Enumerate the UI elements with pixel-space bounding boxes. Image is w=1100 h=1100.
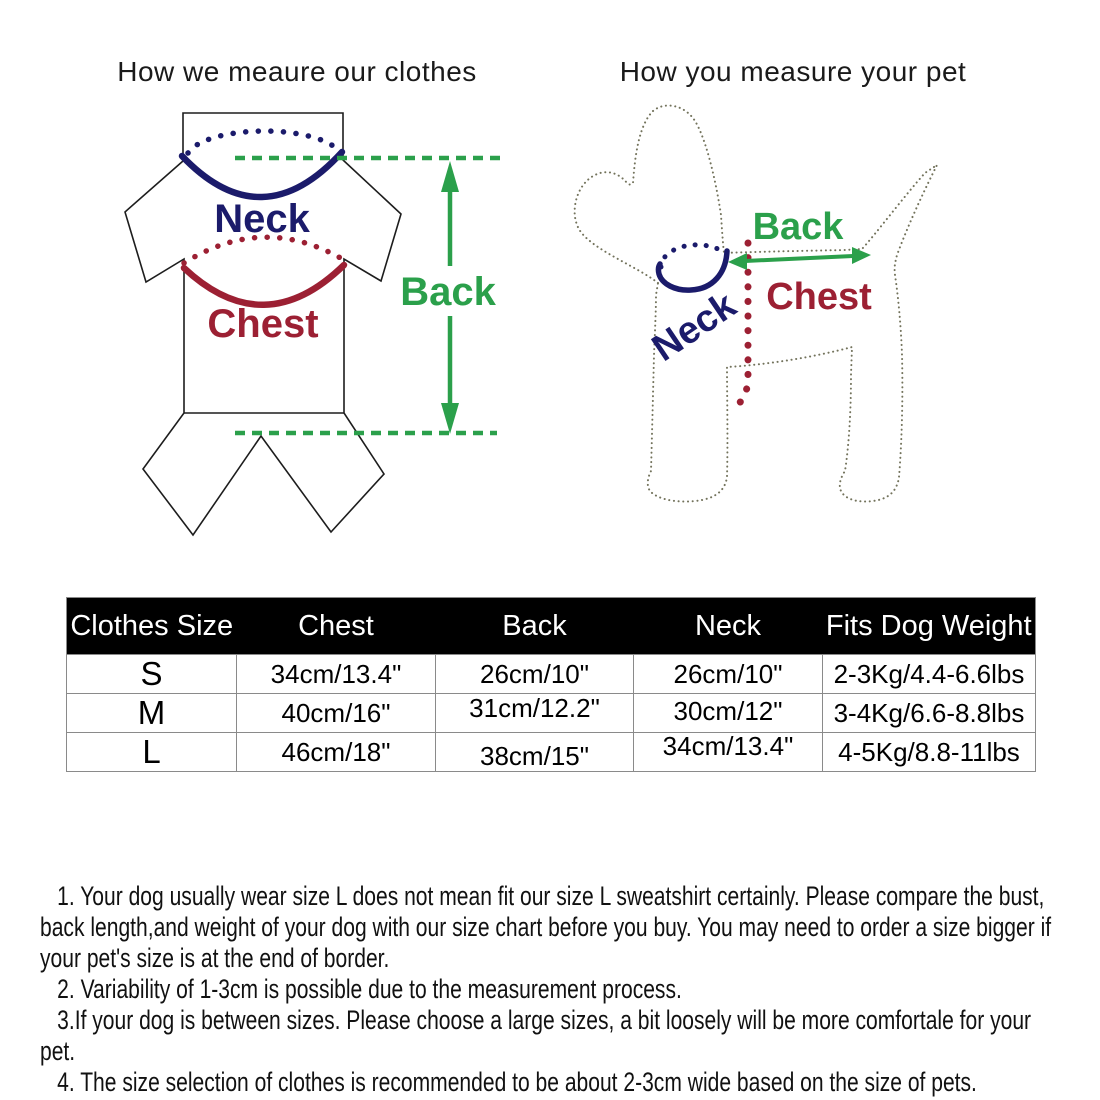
table-cell: 4-5Kg/8.8-11lbs	[823, 733, 1036, 772]
back-arrow-up-head	[441, 161, 459, 192]
table-cell: 31cm/12.2"	[436, 694, 634, 733]
table-cell: 26cm/10"	[436, 655, 634, 694]
dog-neck-dotted-arc	[661, 245, 725, 267]
table-header-cell: Clothes Size	[67, 598, 237, 655]
chest-label: Chest	[207, 302, 319, 346]
table-cell: 30cm/12"	[634, 694, 823, 733]
notes	[40, 881, 1070, 1098]
dog-back-label: Back	[752, 206, 844, 248]
clothes-measure-title: How we meaure our clothes	[117, 56, 477, 87]
pet-measure-diagram	[555, 95, 1025, 535]
table-header-cell: Neck	[634, 598, 823, 655]
table-cell: 38cm/15"	[436, 733, 634, 772]
table-header-cell: Back	[436, 598, 634, 655]
note-paragraph: 3.If your dog is between sizes. Please choose a large sizes, a bit loosely will be more comfortale for your pet.	[40, 1005, 1032, 1066]
dog-neck-solid-curve	[658, 251, 727, 290]
dog-outline	[575, 106, 937, 502]
pet-measure-title: How you measure your pet	[619, 56, 967, 87]
size-table-header-row	[67, 598, 1036, 655]
table-cell: 3-4Kg/6.6-8.8lbs	[823, 694, 1036, 733]
back-label: Back	[400, 270, 496, 314]
chest-dotted-arc	[184, 237, 344, 263]
dog-neck-label: Neck	[644, 284, 744, 370]
table-cell: S	[67, 655, 237, 694]
table-row	[67, 655, 1036, 694]
dog-back-arrow-left-head	[728, 253, 747, 270]
table-row	[67, 733, 1036, 772]
size-table-body	[67, 655, 1036, 772]
table-header-cell: Fits Dog Weight	[823, 598, 1036, 655]
neck-label: Neck	[214, 197, 310, 241]
table-cell: L	[67, 733, 237, 772]
note-paragraph: 4. The size selection of clothes is recommended to be about 2-3cm wide based on the size of pets.	[57, 1067, 977, 1097]
neck-dotted-arc	[188, 131, 338, 153]
back-arrow-down-head	[441, 403, 459, 434]
table-header-cell: Chest	[237, 598, 436, 655]
table-cell: 2-3Kg/4.4-6.6lbs	[823, 655, 1036, 694]
chest-solid-curve	[184, 265, 344, 305]
size-table-section	[66, 597, 1035, 772]
dog-chest-label: Chest	[766, 276, 872, 318]
table-cell: 46cm/18"	[237, 733, 436, 772]
table-cell: 34cm/13.4"	[237, 655, 436, 694]
clothes-measure-diagram	[100, 95, 540, 565]
dog-back-arrow-right-head	[852, 247, 871, 264]
table-cell: 26cm/10"	[634, 655, 823, 694]
table-cell: 40cm/16"	[237, 694, 436, 733]
size-table	[66, 597, 1036, 772]
note-paragraph: 2. Variability of 1-3cm is possible due to the measurement process.	[57, 974, 682, 1004]
note-paragraph: 1. Your dog usually wear size L does not mean fit our size L sweatshirt certainly. Please compare the bust, back length,and weight of your dog with our size chart before you buy. You may need to order a size bigger if your pet's size is at the end of border.	[40, 881, 1052, 973]
table-cell: M	[67, 694, 237, 733]
table-row	[67, 694, 1036, 733]
dog-back-arrow-line	[745, 256, 853, 261]
table-cell: 34cm/13.4"	[634, 733, 823, 772]
